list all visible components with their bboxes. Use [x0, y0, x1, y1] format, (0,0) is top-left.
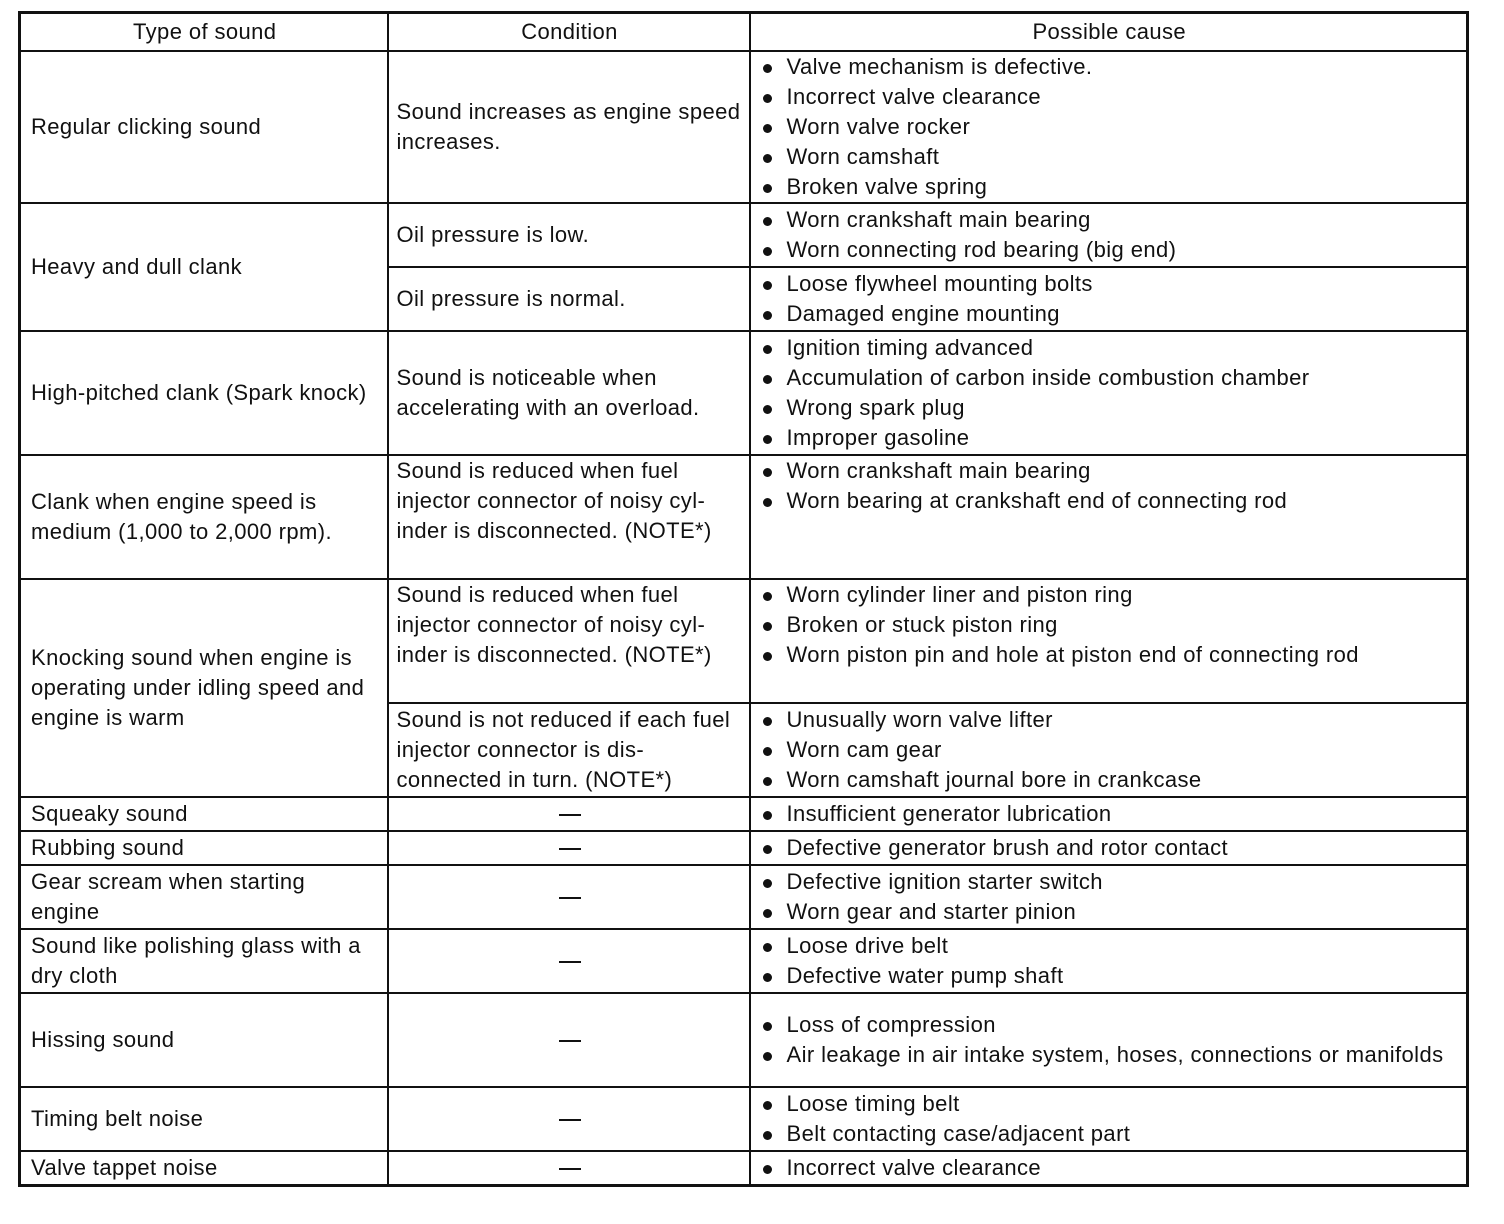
- cause-item: Accumulation of carbon inside combustion chamber: [761, 363, 1459, 393]
- table-row: [20, 831, 1468, 865]
- cause-item: Loss of compression: [761, 1010, 1459, 1040]
- cause-item: Air leakage in air intake system, hoses, connections or manifolds: [761, 1040, 1459, 1070]
- cause-cell: [750, 1087, 1468, 1151]
- cause-item: Worn valve rocker: [761, 112, 1459, 142]
- condition-cell: Oil pressure is low.: [388, 203, 750, 267]
- cause-list: [761, 52, 1459, 202]
- sound-type-cell: High-pitched clank (Spark knock): [20, 331, 388, 455]
- cause-cell: [750, 203, 1468, 267]
- cause-cell: [750, 331, 1468, 455]
- cause-item: Worn bearing at crankshaft end of connecting rod: [761, 486, 1459, 516]
- cause-list: [761, 799, 1459, 829]
- condition-cell-empty: [388, 831, 750, 865]
- cause-item: Defective generator brush and rotor contact: [761, 833, 1459, 863]
- cause-item: Worn gear and starter pinion: [761, 897, 1459, 927]
- cause-cell: [750, 993, 1468, 1087]
- table-row: [20, 1151, 1468, 1185]
- cause-item: Worn crankshaft main bearing: [761, 205, 1459, 235]
- sound-type-cell: Clank when engine speed is medium (1,000 to 2,000 rpm).: [20, 455, 388, 579]
- engine-noise-table: [18, 11, 1469, 1187]
- cause-item: Defective ignition starter switch: [761, 867, 1459, 897]
- cause-cell: [750, 929, 1468, 993]
- cause-item: Incorrect valve clearance: [761, 1153, 1459, 1183]
- cause-item: Loose drive belt: [761, 931, 1459, 961]
- cause-item: Insufficient generator lubrication: [761, 799, 1459, 829]
- cause-list: [761, 1153, 1459, 1183]
- cause-list: [761, 705, 1459, 795]
- cause-item: Damaged engine mounting: [761, 299, 1459, 329]
- cause-list: [761, 867, 1459, 927]
- sound-type-cell: Sound like polishing glass with a dry cloth: [20, 929, 388, 993]
- table-row: [20, 455, 1468, 579]
- cause-item: Incorrect valve clearance: [761, 82, 1459, 112]
- condition-cell-empty: [388, 929, 750, 993]
- table-row: [20, 865, 1468, 929]
- condition-cell: Sound is reduced when fuel injector connector of noisy cyl-inder is disconnected. (NOTE*): [388, 455, 750, 579]
- cause-item: Defective water pump shaft: [761, 961, 1459, 991]
- cause-cell: [750, 267, 1468, 331]
- table-row: [20, 579, 1468, 703]
- condition-cell: Oil pressure is normal.: [388, 267, 750, 331]
- cause-item: Worn cam gear: [761, 735, 1459, 765]
- dash-mark: [559, 961, 581, 963]
- dash-mark: [559, 1040, 581, 1042]
- table-row: [20, 797, 1468, 831]
- table-row: [20, 1087, 1468, 1151]
- header-possible-cause: Possible cause: [750, 13, 1468, 52]
- cause-cell: [750, 1151, 1468, 1185]
- cause-list: [761, 269, 1459, 329]
- cause-item: Worn piston pin and hole at piston end of connecting rod: [761, 640, 1459, 670]
- dash-mark: [559, 897, 581, 899]
- cause-item: Worn cylinder liner and piston ring: [761, 580, 1459, 610]
- cause-item: Belt contacting case/adjacent part: [761, 1119, 1459, 1149]
- condition-cell-empty: [388, 1151, 750, 1185]
- troubleshooting-table-container: [18, 11, 1466, 1187]
- sound-type-cell: Regular clicking sound: [20, 51, 388, 203]
- table-row: [20, 51, 1468, 203]
- cause-item: Improper gasoline: [761, 423, 1459, 453]
- dash-mark: [559, 1119, 581, 1121]
- table-header-row: [20, 13, 1468, 52]
- sound-type-cell: Knocking sound when engine is operating under idling speed and engine is warm: [20, 579, 388, 797]
- header-condition: Condition: [388, 13, 750, 52]
- cause-list: [761, 456, 1459, 516]
- condition-cell-empty: [388, 797, 750, 831]
- condition-cell: Sound is noticeable when accelerating with an overload.: [388, 331, 750, 455]
- condition-cell-empty: [388, 865, 750, 929]
- cause-item: Broken or stuck piston ring: [761, 610, 1459, 640]
- cause-list: [761, 333, 1459, 453]
- cause-cell: [750, 703, 1468, 797]
- cause-item: Worn camshaft journal bore in crankcase: [761, 765, 1459, 795]
- cause-item: Wrong spark plug: [761, 393, 1459, 423]
- dash-mark: [559, 1168, 581, 1170]
- sound-type-cell: Valve tappet noise: [20, 1151, 388, 1185]
- sound-type-cell: Hissing sound: [20, 993, 388, 1087]
- cause-list: [761, 1089, 1459, 1149]
- table-row: [20, 929, 1468, 993]
- cause-item: Valve mechanism is defective.: [761, 52, 1459, 82]
- table-row: [20, 993, 1468, 1087]
- cause-list: [761, 205, 1459, 265]
- cause-cell: [750, 455, 1468, 579]
- cause-item: Unusually worn valve lifter: [761, 705, 1459, 735]
- sound-type-cell: Gear scream when starting engine: [20, 865, 388, 929]
- cause-cell: [750, 579, 1468, 703]
- cause-item: Loose timing belt: [761, 1089, 1459, 1119]
- dash-mark: [559, 814, 581, 816]
- cause-item: Broken valve spring: [761, 172, 1459, 202]
- condition-cell: Sound is not reduced if each fuel injector connector is dis-connected in turn. (NOTE*): [388, 703, 750, 797]
- dash-mark: [559, 848, 581, 850]
- sound-type-cell: Heavy and dull clank: [20, 203, 388, 331]
- cause-cell: [750, 51, 1468, 203]
- header-type-of-sound: Type of sound: [20, 13, 388, 52]
- condition-cell: Sound is reduced when fuel injector connector of noisy cyl-inder is disconnected. (NOTE*): [388, 579, 750, 703]
- cause-list: [761, 1010, 1459, 1070]
- cause-item: Loose flywheel mounting bolts: [761, 269, 1459, 299]
- cause-cell: [750, 797, 1468, 831]
- condition-cell-empty: [388, 1087, 750, 1151]
- condition-cell: Sound increases as engine speed increases.: [388, 51, 750, 203]
- cause-item: Worn crankshaft main bearing: [761, 456, 1459, 486]
- cause-list: [761, 580, 1459, 670]
- table-row: [20, 203, 1468, 267]
- cause-list: [761, 833, 1459, 863]
- table-row: [20, 331, 1468, 455]
- cause-cell: [750, 865, 1468, 929]
- cause-list: [761, 931, 1459, 991]
- condition-cell-empty: [388, 993, 750, 1087]
- sound-type-cell: Squeaky sound: [20, 797, 388, 831]
- sound-type-cell: Timing belt noise: [20, 1087, 388, 1151]
- cause-cell: [750, 831, 1468, 865]
- cause-item: Worn camshaft: [761, 142, 1459, 172]
- cause-item: Ignition timing advanced: [761, 333, 1459, 363]
- sound-type-cell: Rubbing sound: [20, 831, 388, 865]
- cause-item: Worn connecting rod bearing (big end): [761, 235, 1459, 265]
